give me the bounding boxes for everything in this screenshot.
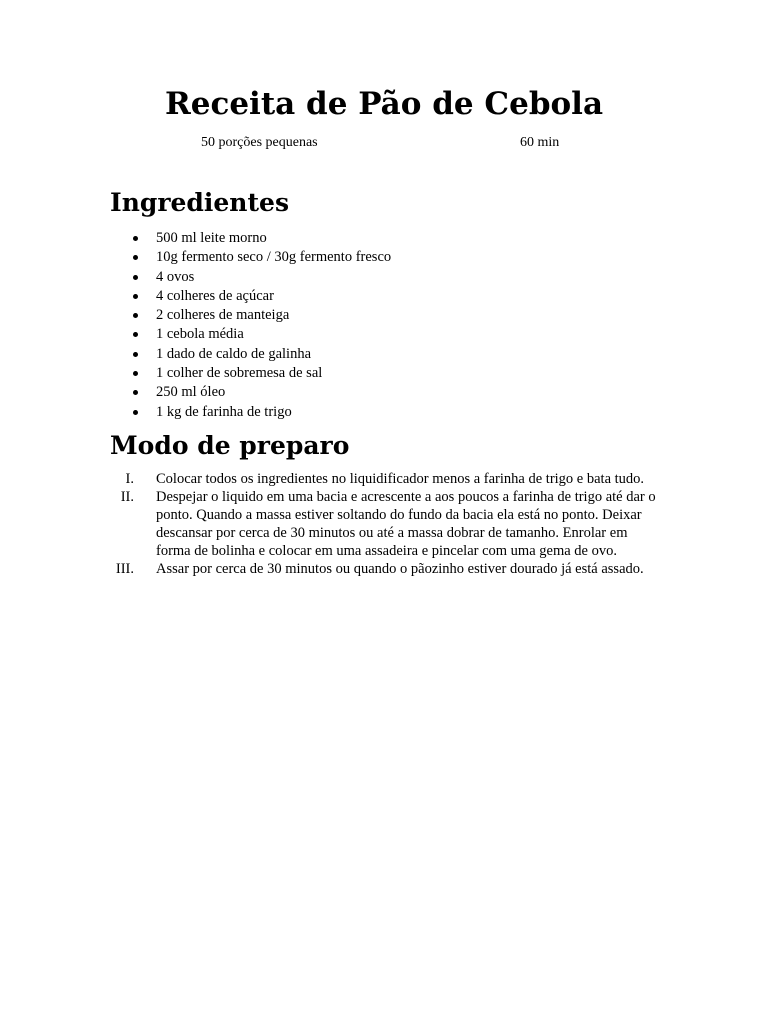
- step-item: [0, 488, 664, 560]
- bullet-icon: [133, 352, 138, 357]
- ingredient-item: [0, 345, 391, 364]
- ingredients-list: [0, 229, 391, 422]
- step-item: [0, 560, 664, 578]
- ingredient-text: 2 colheres de manteiga: [156, 307, 290, 324]
- step-text: Colocar todos os ingredientes no liquidificador menos a farinha de trigo e bata tudo.: [156, 471, 645, 487]
- ingredient-item: [0, 287, 391, 306]
- ingredient-item: [0, 306, 391, 325]
- ingredient-text: 1 dado de caldo de galinha: [156, 345, 312, 362]
- ingredient-text: 4 ovos: [156, 268, 195, 285]
- steps-list: [0, 470, 664, 578]
- ingredient-text: 4 colheres de açúcar: [156, 287, 274, 304]
- ingredient-item: [0, 383, 391, 402]
- bullet-icon: [133, 390, 138, 395]
- ingredient-item: [0, 403, 391, 422]
- step-number: II.: [120, 489, 134, 505]
- bullet-icon: [133, 294, 138, 299]
- bullet-icon: [133, 236, 138, 241]
- step-number: III.: [115, 561, 134, 577]
- page-title: Receita de Pão de Cebola: [164, 86, 604, 122]
- servings-text: 50 porções pequenas: [201, 135, 318, 150]
- ingredient-text: 250 ml óleo: [156, 384, 226, 401]
- ingredient-item: [0, 268, 391, 287]
- ingredient-text: 1 kg de farinha de trigo: [156, 403, 292, 420]
- bullet-icon: [133, 332, 138, 337]
- bullet-icon: [133, 255, 138, 260]
- ingredient-item: [0, 229, 391, 248]
- bullet-icon: [133, 275, 138, 280]
- ingredient-text: 1 colher de sobremesa de sal: [156, 365, 323, 382]
- time-text: 60 min: [520, 135, 560, 150]
- step-text: Assar por cerca de 30 minutos ou quando o pãozinho estiver dourado já está assado.: [156, 561, 644, 577]
- ingredient-text: 10g fermento seco / 30g fermento fresco: [156, 249, 392, 266]
- ingredient-text: 500 ml leite morno: [156, 230, 267, 246]
- ingredient-text: 1 cebola média: [156, 326, 244, 343]
- bullet-icon: [133, 313, 138, 318]
- ingredients-heading: Ingredientes: [110, 188, 290, 217]
- step-number: I.: [125, 471, 134, 487]
- ingredient-item: [0, 364, 391, 383]
- step-text: Despejar o liquido em uma bacia e acrescente a aos poucos a farinha de trigo até dar o ponto. Quando a massa estiver soltando do fundo da bacia ela está no ponto. Deixar descansar por cerca de 30 minutos ou até a massa dobrar de tamanho. Enrolar em forma de bolinha e colocar em uma assadeira e pincelar com uma gema de ovo.: [156, 489, 656, 559]
- ingredient-item: [0, 248, 391, 267]
- method-heading: Modo de preparo: [110, 431, 350, 460]
- bullet-icon: [133, 410, 138, 415]
- ingredient-item: [0, 325, 391, 344]
- step-item: [0, 470, 664, 488]
- bullet-icon: [133, 371, 138, 376]
